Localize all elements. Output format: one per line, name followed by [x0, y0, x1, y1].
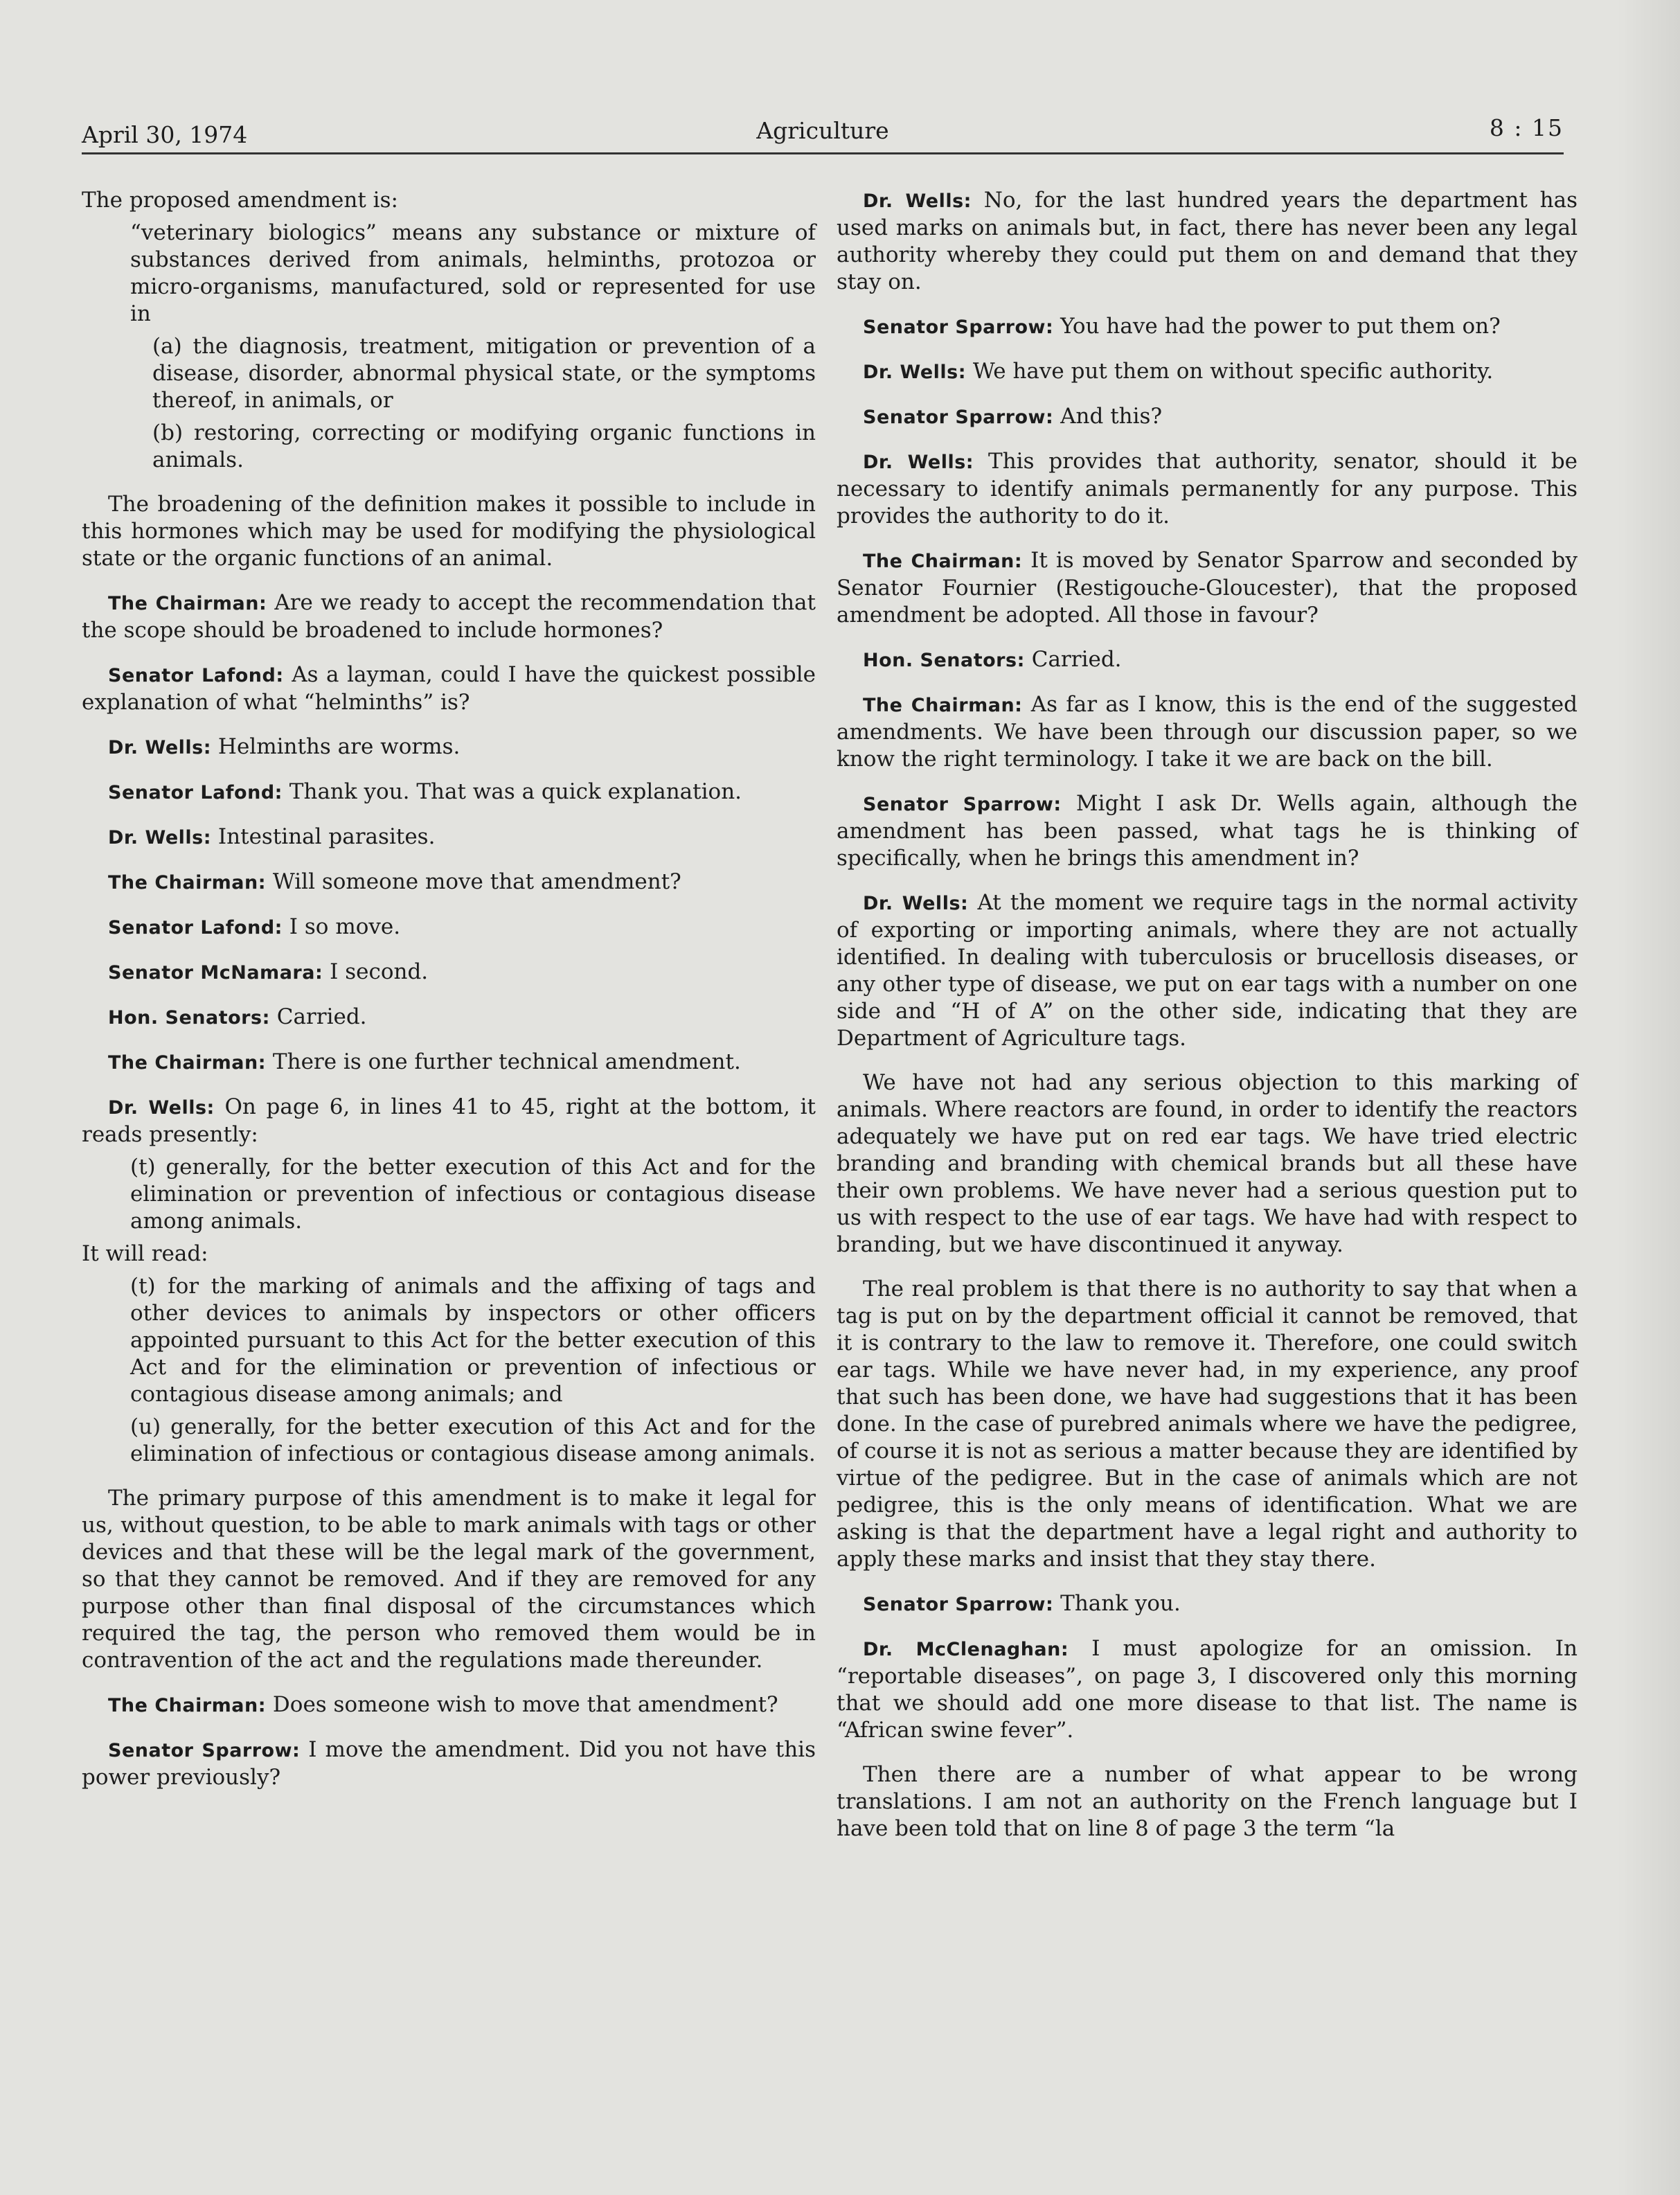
- speaker-name: Senator Lafond:: [108, 782, 283, 803]
- speech-text: I move the amendment. Did you not have this power previously?: [82, 1737, 816, 1790]
- speech-text: And this?: [1060, 404, 1163, 429]
- speaker-name: Senator Sparrow:: [863, 1594, 1054, 1615]
- paragraph: The real problem is that there is no authority to say that when a tag is put on by the department official it cannot be removed, that it is contrary to the law to remove it. Therefore, one could switch ear tags. While we have never had, in my experience, any proof that such has been done, we have had suggestions that it has been done. In the case of purebred animals where we have the pedigree, of course it is not as serious a matter because they are identified by virtue of the pedigree. But in the case of animals which are not pedigree, this is the only means of identification. What we are asking is that the department have a legal right and authority to apply these marks and insist that they stay there.: [837, 1277, 1578, 1572]
- speech-entry: [82, 1049, 816, 1076]
- speech-text: This provides that authority, senator, should it be necessary to identify animals permanently for any purpose. This provides the authority to do it.: [837, 449, 1578, 528]
- paragraph: The primary purpose of this amendment is to make it legal for us, without question, to be able to mark animals with tags or other devices and that these will be the legal mark of the government, so that they cannot be removed. And if they are removed for any purpose other than final disposal of the circumstances which required the tag, the person who removed them would be in contravention of the act and the regulations made thereunder.: [82, 1486, 816, 1673]
- speech-entry: [837, 358, 1578, 386]
- speech-text: We have put them on without specific authority.: [972, 359, 1494, 384]
- speech-entry: [82, 1094, 816, 1148]
- speech-entry: [837, 691, 1578, 773]
- speaker-name: Senator Lafond:: [108, 917, 283, 939]
- page-edge-shadow: [1618, 0, 1680, 2195]
- speech-entry: [837, 889, 1578, 1052]
- speaker-name: Dr. Wells:: [108, 737, 212, 758]
- speech-entry: [82, 1691, 816, 1719]
- quoted-clause-u-new: (u) generally, for the better execution of this Act and for the elimination of infectious or contagious disease among animals.: [130, 1414, 816, 1466]
- speech-entry: [82, 1736, 816, 1791]
- speaker-name: The Chairman:: [108, 1695, 267, 1716]
- speaker-name: Dr. Wells:: [863, 893, 969, 914]
- speech-entry: [82, 914, 816, 941]
- speaker-name: Senator Sparrow:: [863, 317, 1054, 338]
- speaker-name: Hon. Senators:: [863, 650, 1025, 671]
- speech-entry: [82, 589, 816, 644]
- right-column: [837, 187, 1578, 1860]
- speech-text: As a layman, could I have the quickest possible explanation of what “helminths” is?: [82, 662, 816, 715]
- speech-entry: [837, 790, 1578, 872]
- quoted-clause-b: (b) restoring, correcting or modifying organic functions in animals.: [152, 420, 816, 472]
- speech-entry: [82, 824, 816, 851]
- speaker-name: Dr. Wells:: [863, 190, 972, 212]
- quoted-clause-a: (a) the diagnosis, treatment, mitigation or prevention of a disease, disorder, abnormal physical state, or the symptoms thereof, in animals, or: [152, 334, 816, 413]
- speech-entry: [837, 187, 1578, 296]
- speech-entry: [82, 661, 816, 716]
- speech-text: No, for the last hundred years the department has used marks on animals but, in fact, there has never been any legal authority whereby they could put them on and demand that they stay on.: [837, 188, 1578, 294]
- speech-entry: [82, 959, 816, 986]
- speaker-name: Senator McNamara:: [108, 962, 323, 984]
- speech-entry: [82, 869, 816, 896]
- speech-text: Intestinal parasites.: [217, 824, 436, 849]
- speaker-name: The Chairman:: [108, 1052, 267, 1074]
- speech-text: It is moved by Senator Sparrow and seconded by Senator Fournier (Restigouche-Gloucester), that the proposed amendment be adopted. All those in favour?: [837, 548, 1578, 628]
- speech-text: On page 6, in lines 41 to 45, right at the bottom, it reads presently:: [82, 1094, 816, 1147]
- speaker-name: Dr. Wells:: [863, 362, 967, 383]
- speech-text: Might I ask Dr. Wells again, although the amendment has been passed, what tags he is thinking of specifically, when he brings this amendment in?: [837, 791, 1578, 871]
- speech-text: Carried.: [1031, 647, 1122, 672]
- speech-text: At the moment we require tags in the normal activity of exporting or importing animals, where they are not actually identified. In dealing with tuberculosis or brucellosis diseases, or any other type of disease, we put on ear tags with a number on one side and “H of A” on the other side, indicating that they are Department of Agriculture tags.: [837, 890, 1578, 1051]
- running-header: [82, 104, 1564, 154]
- speech-entry: [837, 1635, 1578, 1744]
- speech-entry: [837, 448, 1578, 530]
- left-column: [82, 187, 816, 1809]
- speaker-name: The Chairman:: [863, 695, 1023, 716]
- speech-text: I second.: [330, 959, 429, 984]
- speaker-name: Senator Sparrow:: [863, 794, 1062, 815]
- header-section: Agriculture: [756, 117, 889, 144]
- speech-text: There is one further technical amendment.: [272, 1049, 741, 1074]
- speech-text: Thank you. That was a quick explanation.: [289, 779, 742, 804]
- paragraph: The broadening of the definition makes it possible to include in this hormones which may be used for modifying the physiological state or the organic functions of an animal.: [82, 492, 816, 571]
- speech-text: Helminths are worms.: [217, 734, 461, 759]
- speaker-name: The Chairman:: [108, 872, 267, 894]
- speech-text: Will someone move that amendment?: [272, 869, 681, 894]
- speech-entry: [837, 547, 1578, 629]
- speech-entry: [82, 1004, 816, 1031]
- speaker-name: Hon. Senators:: [108, 1007, 270, 1029]
- speaker-name: Dr. Wells:: [108, 827, 212, 848]
- speaker-name: The Chairman:: [108, 593, 267, 614]
- speech-entry: [837, 646, 1578, 674]
- speaker-name: Senator Lafond:: [108, 665, 284, 686]
- speaker-name: Senator Sparrow:: [863, 407, 1054, 428]
- speech-text: I so move.: [289, 914, 401, 939]
- paragraph: Then there are a number of what appear to be wrong translations. I am not an authority on the French language but I have been told that on line 8 of page 3 the term “la: [837, 1762, 1578, 1841]
- quoted-definition: “veterinary biologics” means any substance or mixture of substances derived from animals, helminths, protozoa or micro-organisms, manufactured, sold or represented for use in: [130, 220, 816, 326]
- header-page-number: 8 : 15: [1489, 114, 1564, 141]
- speaker-name: Dr. Wells:: [863, 452, 974, 473]
- speech-text: Carried.: [276, 1004, 367, 1029]
- speaker-name: Senator Sparrow:: [108, 1740, 301, 1761]
- speech-text: As far as I know, this is the end of the suggested amendments. We have been through our discussion paper, so we know the right terminology. I take it we are back on the bill.: [837, 692, 1578, 772]
- speech-entry: [82, 734, 816, 761]
- speech-text: Thank you.: [1060, 1591, 1181, 1616]
- speaker-name: The Chairman:: [863, 551, 1023, 572]
- quoted-clause-t-current: (t) generally, for the better execution of this Act and for the elimination or prevention of infectious or contagious disease among animals.: [130, 1155, 816, 1234]
- quoted-clause-t-new: (t) for the marking of animals and the affixing of tags and other devices to animals by inspectors or other officers appointed pursuant to this Act for the better execution of this Act and for the elimination or prevention of infectious or contagious disease among animals; and: [130, 1274, 816, 1407]
- speech-entry: [837, 403, 1578, 431]
- speech-text: Are we ready to accept the recommendation that the scope should be broadened to include hormones?: [82, 590, 816, 643]
- speech-text: Does someone wish to move that amendment?: [272, 1692, 778, 1717]
- speaker-name: Dr. McClenaghan:: [863, 1639, 1069, 1660]
- speech-text: You have had the power to put them on?: [1060, 314, 1501, 339]
- paragraph: We have not had any serious objection to this marking of animals. Where reactors are found, in order to identify the reactors adequately we have put on red ear tags. We have tried electric branding and branding with chemical brands but all these have their own problems. We have never had a serious question put to us with respect to the use of ear tags. We have had with respect to branding, but we have discontinued it anyway.: [837, 1070, 1578, 1257]
- speech-entry: [837, 1590, 1578, 1618]
- speaker-name: Dr. Wells:: [108, 1097, 215, 1119]
- paragraph: The proposed amendment is:: [82, 188, 398, 213]
- speech-entry: [82, 779, 816, 806]
- speech-text: I must apologize for an omission. In “reportable diseases”, on page 3, I discovered only this morning that we should add one more disease to that list. The name is “African swine fever”.: [837, 1636, 1578, 1743]
- speech-entry: [837, 313, 1578, 341]
- paragraph: It will read:: [82, 1241, 208, 1266]
- header-date: April 30, 1974: [82, 121, 248, 148]
